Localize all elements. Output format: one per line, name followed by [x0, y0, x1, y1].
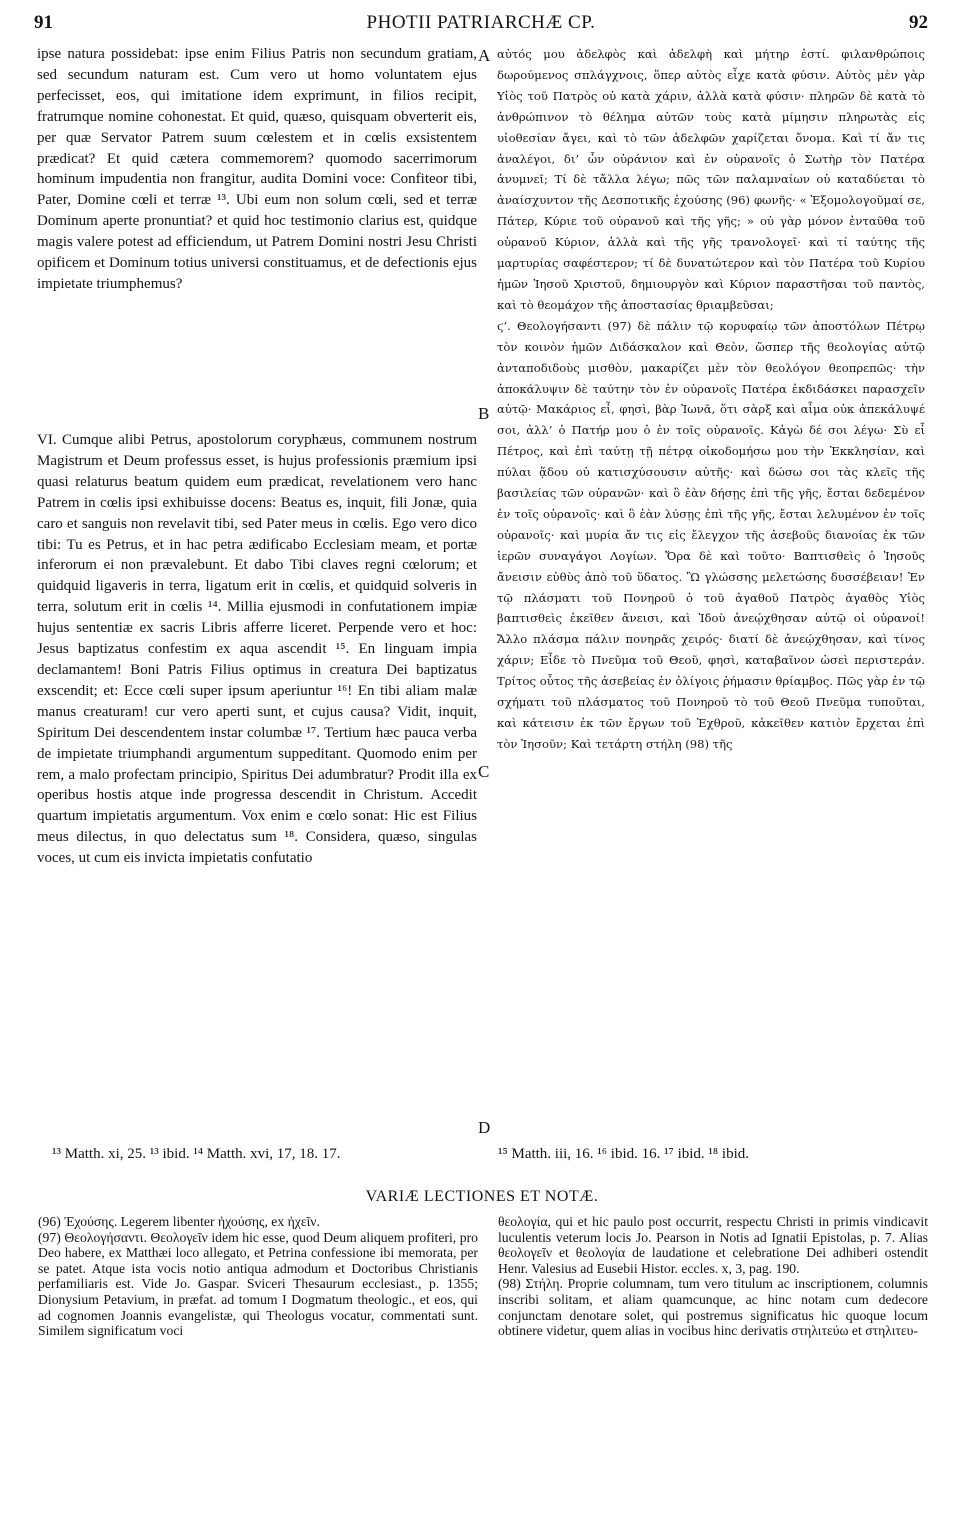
- notes-left-column: [38, 1214, 478, 1339]
- margin-letter-d: D: [478, 1118, 491, 1137]
- running-header: [34, 12, 928, 38]
- greek-paragraph-1: αὐτός μου ἀδελφὸς καὶ ἀδελφὴ καὶ μήτηρ ἐστί. φιλανθρώποις δωρούμενος σπλάγχνοις, ὅπερ αὐτὸς εἶχε κατὰ φύσιν. Αὐτὸς μὲν γὰρ Υἱὸς τοῦ Πατρὸς οὐ κατὰ χάριν, ἀλλὰ κατὰ φύσιν· πληρῶν δὲ κατὰ τὸ ἀνθρώπινον τὸ θέλημα αὐτῶν τοὺς κατὰ μίμησιν πληρωτὰς εἰς υἱοθεσίαν ἄγει, καὶ τὸ τῶν ἀδελφῶν χαρίζεται ὄνομα. Καὶ τί ἄν τις ἀναλέγοι, δι’ ὧν οὐράνιον καὶ ἐν οὐρανοῖς ὁ Σωτὴρ τὸν Πατέρα ἀνυμνεῖ; Τί δὲ τἄλλα λέγω; πῶς τῶν παλαμναίων οὐ καταδύεται τὸ ἀναίσχυντον τῆς Δεσποτικῆς ἐχούσης (96) φωνῆς· « Ἐξομολογοῦμαί σε, Πάτερ, Κύριε τοῦ οὐρανοῦ καὶ τῆς γῆς; » οὐ γὰρ μόνον ἐνταῦθα τοῦ οὐρανοῦ Κύριον, ἀλλὰ καὶ τῆς γῆς τρανολογεῖ· καὶ τί ταύτης τῆς μαρτυρίας σαφέστερον; τί δὲ δυνατώτερον καὶ τὸν Πατέρα τοῦ Κυρίου ἡμῶν Ἰησοῦ Χριστοῦ, δημιουργὸν καὶ Κύριον παραστῆσαι τοῦ παντὸς, καὶ τὸ θεομάχον τῆς ἀποστασίας θριαμβεῦσαι;: [497, 47, 925, 312]
- running-title: PHOTII PATRIARCHÆ CP.: [366, 12, 596, 33]
- notes-right-column: [498, 1214, 928, 1339]
- scripture-refs-right: ¹⁵ Matth. iii, 16. ¹⁶ ibid. 16. ¹⁷ ibid. ¹⁸ ibid.: [498, 1146, 749, 1162]
- note-97: (97) Θεολογήσαντι. Θεολογεῖν idem hic esse, quod Deum aliquem profiteri, pro Deo habere, ex Matthæi loco allegato, et Petrina confessione ibi memorata, per se patet. Atque ista vocis notio antiqua admodum et Doctoribus Christianis perfamiliaris est. Vide Jo. Gaspar. Sviceri Thesaurum ecclesiast., p. 1355; Dionysium Petavium, in præfat. ad tomum I Dogmatum theologic., et eos, qui ad cognomen Joannis evangelistæ, qui Theologus vocatur, commentati sunt. Similem significatum voci: [38, 1229, 478, 1339]
- page-number-right: 92: [909, 12, 928, 33]
- note-97-continued: θεολογία, qui et hic paulo post occurrit, respectu Christi in primis vindicavit luculentis veterum locis Jo. Pearson in Notis ad Ignatii Epistolas, p. 7. Alias θεολογεῖν et θεολογία de laudatione et celebratione Dei adhiberi ostendit Henr. Valesius ad Eusebii Histor. eccles. x, 3, pag. 190.: [498, 1214, 928, 1276]
- greek-paragraph-2: ϛ’. Θεολογήσαντι (97) δὲ πάλιν τῷ κορυφαίῳ τῶν ἀποστόλων Πέτρῳ τὸν κοινὸν ἡμῶν Διδάσκαλον καὶ Θεὸν, ὥσπερ τῆς θεολογίας αὐτῷ ἀνταποδιδοὺς μισθὸν, μακαρίζει μὲν τὸν θεολόγον θεοπρεπῶς· τὴν ἀποκάλυψιν δὲ ταύτην τὸν ἐν οὐρανοῖς Πατέρα ἐκδιδάσκει παρασχεῖν αὐτῷ· Μακάριος εἶ, φησὶ, βὰρ Ἰωνᾶ, ὅτι σὰρξ καὶ αἷμα οὐκ ἀπεκάλυψέ σοι, ἀλλ’ ὁ Πατήρ μου ὁ ἐν τοῖς οὐρανοῖς. Κἀγὼ δέ σοι λέγω· Σὺ εἶ Πέτρος, καὶ ἐπὶ ταύτῃ τῇ πέτρᾳ οἰκοδομήσω μου τὴν Ἐκκλησίαν, καὶ πύλαι ᾅδου οὐ κατισχύσουσιν αὐτῆς· καὶ δώσω σοι τὰς κλεῖς τῆς βασιλείας τῶν οὐρανῶν· καὶ ὃ ἐὰν δήσῃς ἐπὶ τῆς γῆς, ἔσται δεδεμένον ἐν τοῖς οὐρανοῖς· καὶ ὃ ἐὰν λύσῃς ἐπὶ τῆς γῆς, ἔσται λελυμένον ἐν τοῖς οὐρανοῖς· καὶ μυρία ἄν τις εἰς ἔλεγχον τῆς ἀσεβοῦς διανοίας ἐκ τῶν ἱερῶν συναγάγοι Λογίων. Ὅρα δὲ καὶ τοῦτο· Βαπτισθεὶς ὁ Ἰησοῦς ἄνεισιν εὐθὺς ἀπὸ τοῦ ὕδατος. Ὢ γλώσσης μελετώσης δυσσέβειαν! Ἐν τῷ πλάσματι τοῦ Πονηροῦ ὁ τοῦ ἀγαθοῦ Πατρὸς ἀγαθὸς Υἱὸς βαπτισθεὶς ἐκεῖθεν ἄνεισι, καὶ Ἰδοὺ ἀνεῴχθησαν αὐτῷ οἱ οὐρανοί! Ἄλλο πλάσμα πάλιν πονηρᾶς χειρός· διατί δὲ ἀνεῴχθησαν, καὶ τίνος χάριν; Εἶδε τὸ Πνεῦμα τοῦ Θεοῦ, φησὶ, καταβαῖνον ὡσεὶ περιστεράν. Τρίτος οὗτος τῆς ἀσεβείας ἐν ὀλίγοις ῥήμασιν θρίαμβος. Πῶς γὰρ ἐν τῷ σχήματι τοῦ πλάσματος τοῦ Πονηροῦ τὸ τοῦ Θεοῦ Πνεῦμα τυποῦται, καὶ κάτεισιν ἐκ τῶν ἔργων τοῦ Ἐχθροῦ, κἀκεῖθεν κατιὸν ἔρχεται ἐπὶ τὸν Ἰησοῦν; Καὶ τετάρτη στήλη (98) τῆς: [497, 318, 925, 751]
- note-98: (98) Στήλη. Proprie columnam, tum vero titulum ac inscriptionem, columnis inscribi solitam, et aliam quamcunque, ac hinc notam cum dedecore conjunctam denotare solet, qui postremus significatus hic quoque locum obtinere videtur, quem alias in vocibus hinc derivatis στηλιτεύω et στηλιτευ-: [498, 1276, 928, 1339]
- page-number-left: 91: [34, 12, 53, 33]
- scripture-refs-left: ¹³ Matth. xi, 25. ¹³ ibid. ¹⁴ Matth. xvi, 17, 18. 17.: [52, 1146, 341, 1162]
- margin-letter-a: A: [478, 46, 491, 65]
- latin-paragraph-2: VI. Cumque alibi Petrus, apostolorum coryphæus, communem nostrum Magistrum et Deum professus esset, is hujus professionis præmium ipsi quasi relaturus beatum quidem eum prædicat, revelationem vero hanc Patrem in cœlis ipsi exhibuisse docens: Beatus es, inquit, fili Jonæ, quia caro et sanguis non revelavit tibi, sed Pater meus in cœlis. Ego vero dico tibi: Tu es Petrus, et in hac petra ædificabo Ecclesiam meam, et portæ inferorum ei non prævalebunt. Et dabo Tibi claves regni cœlorum; et quidquid ligaveris in terra, ligatum erit in cœlis, et quidquid solveris in terra, solutum erit in cœlis ¹⁴. Millia ejusmodi in confutationem impiæ hujus sententiæ ex sacris Libris afferre liceret. Perpende vero et hoc: Jesus baptizatus confestim ex aqua ascendit ¹⁵. En linguam impia declamantem! Boni Patris Filius optimus in creatura Dei baptizatus exscendit; et: Ecce cœli super ipsum aperiuntur ¹⁶! En tibi aliam malæ manus creaturam! cur vero aperti sunt, et cujus causa? Vidit, inquit, Spiritum Dei descendentem instar columbæ ¹⁷. Tertium hæc pauca verba de impietate triumphandi argumentum suppeditant. Quomodo enim per rem, a malo profectam principio, Spiritus Dei adumbratur? Prodit illa ex operibus hostis atque inde progressa descendit in Christum. Accedit quartum impietatis argumentum. Vox enim e cœlo sonat: Hic est Filius meus dilectus, in quo delectatus sum ¹⁸. Considera, quæso, singulas voces, ut cum eis invicta impietatis confutatio: [37, 432, 477, 867]
- latin-column: [37, 44, 477, 869]
- margin-letter-b: B: [478, 404, 490, 423]
- greek-column: [497, 44, 925, 755]
- note-96: (96) Ἐχούσης. Legerem libenter ἠχούσης, ex ἠχεῖν.: [38, 1214, 320, 1229]
- margin-letter-c: C: [478, 762, 490, 781]
- latin-paragraph-1: ipse natura possidebat: ipse enim Filius Patris non secundum gratiam, sed secundum naturam est. Cum vero ut homo voluntatem ejus perfecisset, eos, qui imitatione idem exprimunt, in filios recipit, fratrumque nomine cohonestat. Et quid, quæso, quisquam obverterit eis, per quæ Servator Patrem suum cœlestem et in cœlis exsistentem prædicat? Et quid cætera commemorem? quomodo sacerrimorum hominum impudentia non frangitur, audita Domini voce: Confiteor tibi, Pater, Domine cœli et terræ ¹³. Ubi eum non solum cœli, sed et terræ Dominum aperte pronuntiat? et quid hoc testimonio clarius est, quidque magis valere potest ad efficiendum, ut Patrem Domini nostri Jesu Christi opificem et Dominum totius universi constituamus, et de defectionis ejus impietate triumphemus?: [37, 46, 477, 292]
- notes-heading: VARIÆ LECTIONES ET NOTÆ.: [365, 1188, 599, 1205]
